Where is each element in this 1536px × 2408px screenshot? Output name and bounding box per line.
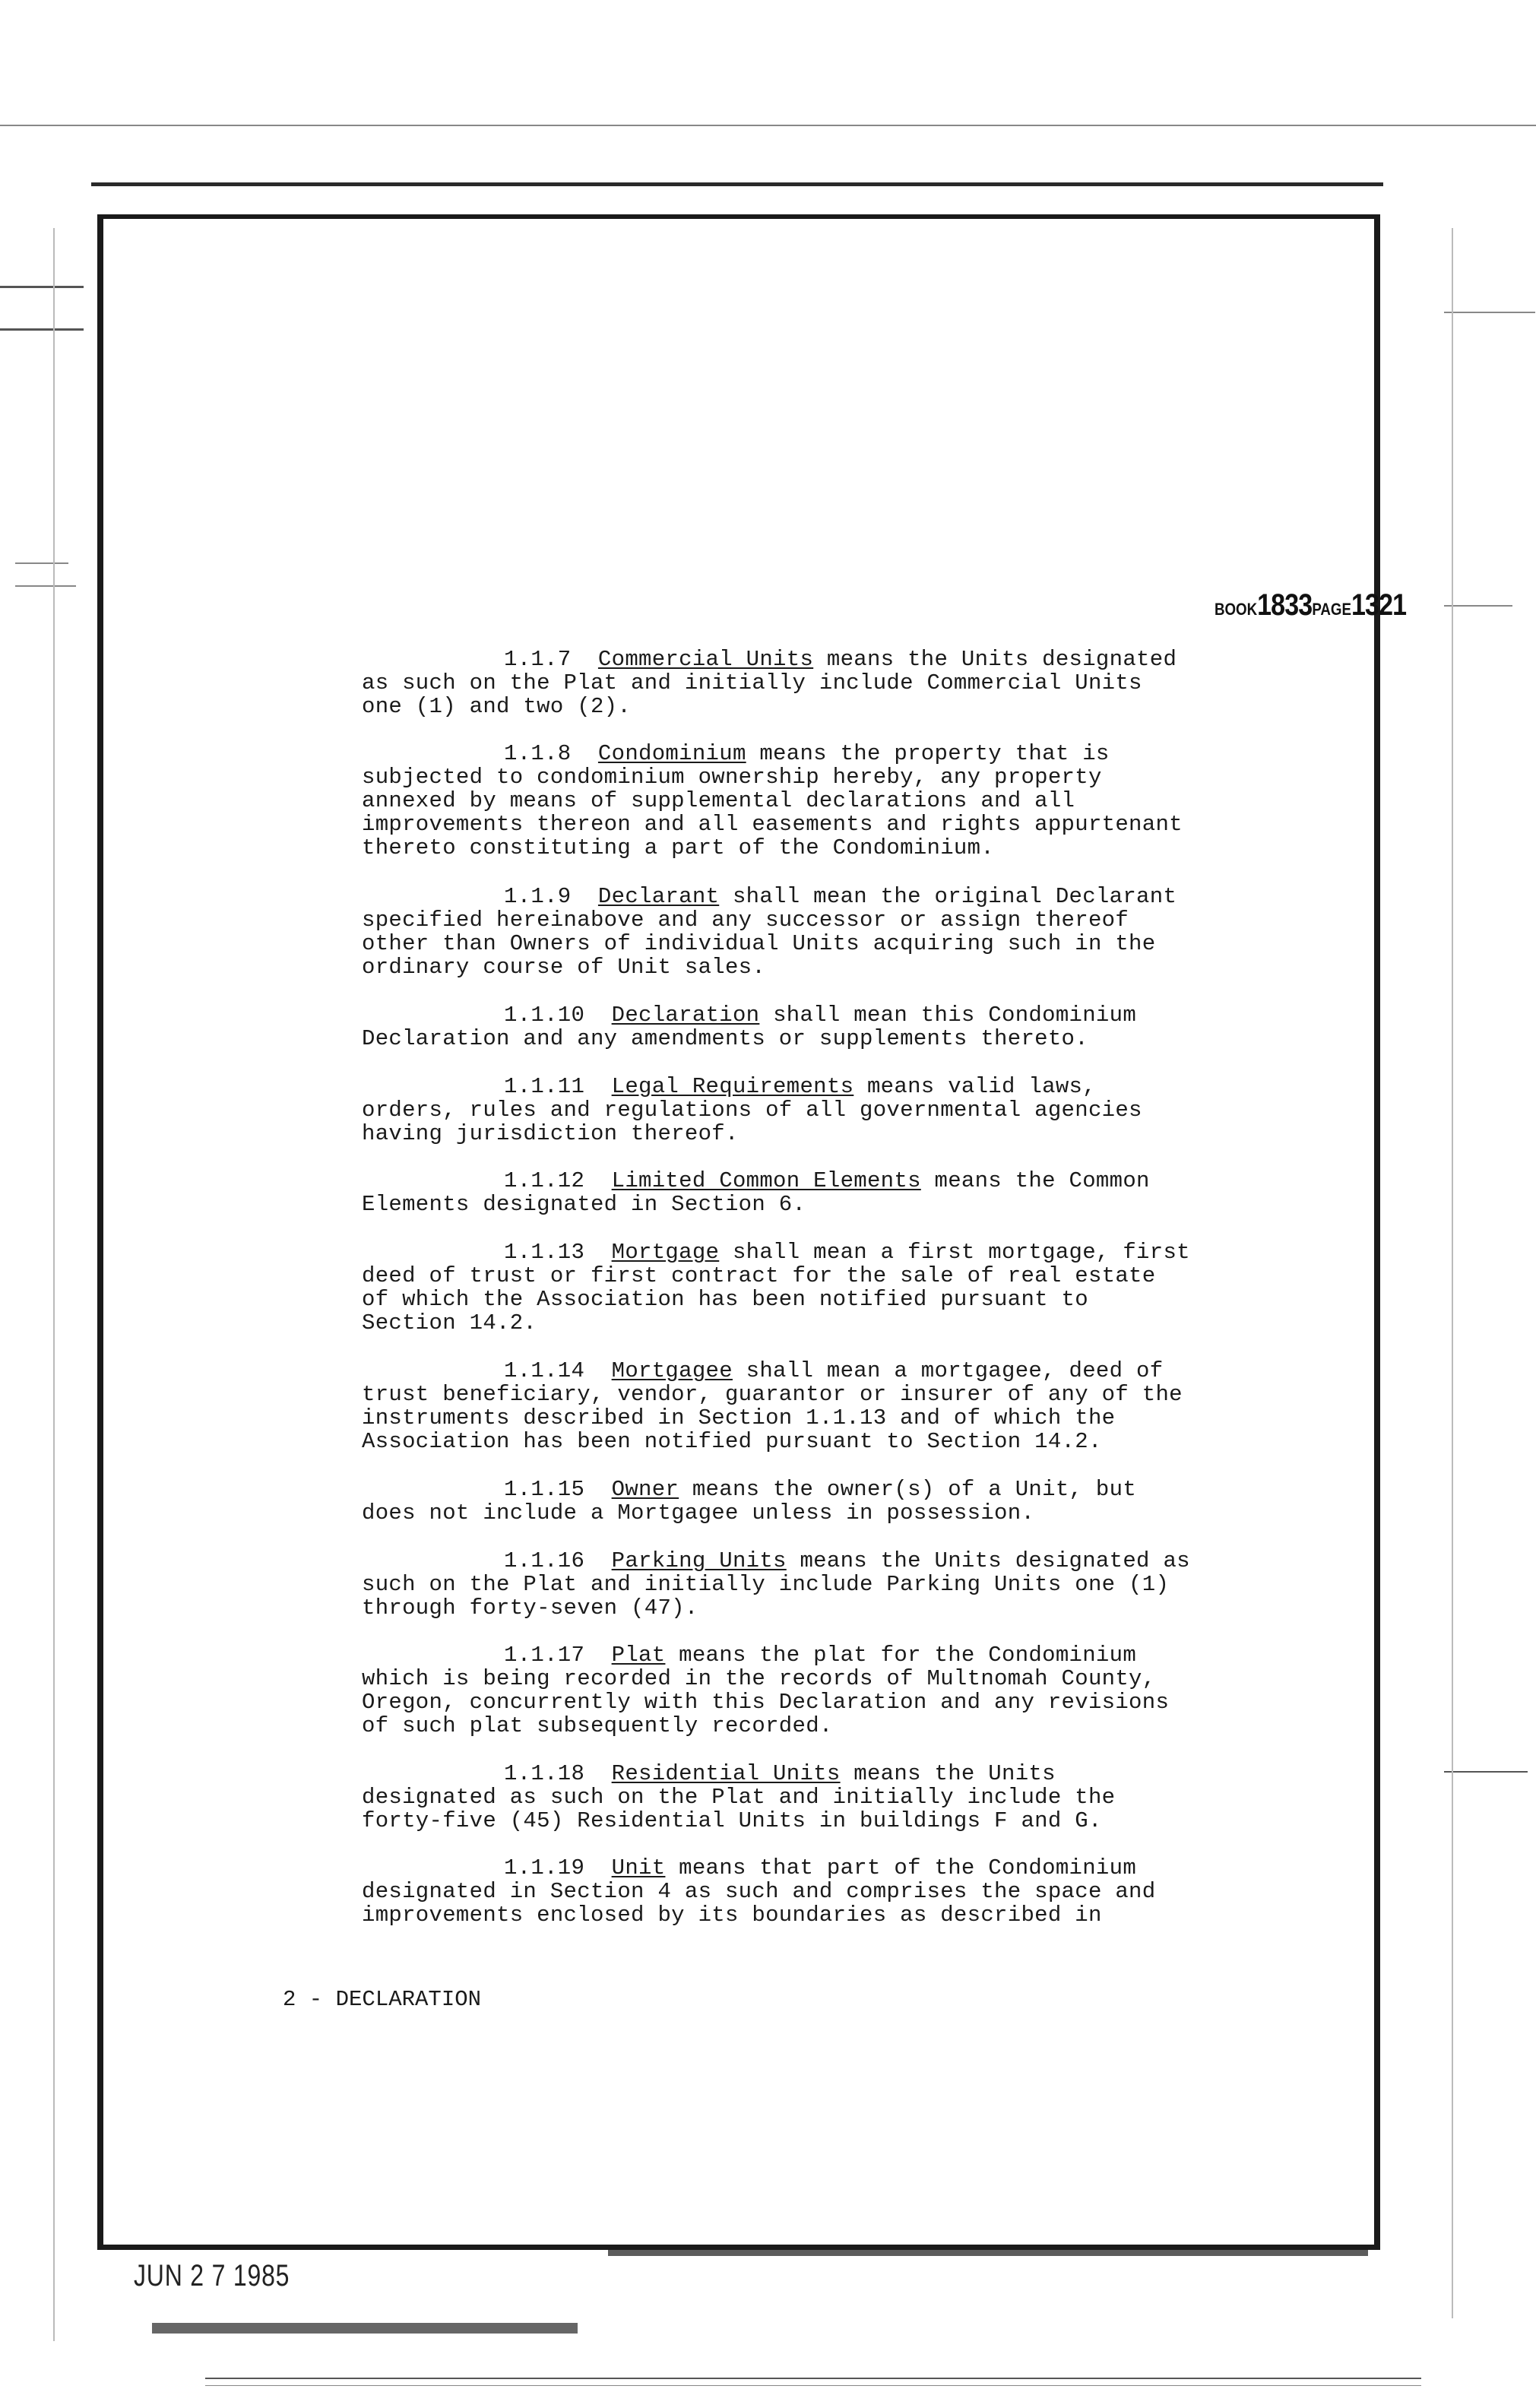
definition-paragraph: 1.1.17 Plat means the plat for the Condominium which is being recorded in the records of Multnomah County, Oregon, concurrently with this Declaration and any revisions of such plat subsequently recorded.	[362, 1643, 1170, 1738]
scan-left-mark	[15, 585, 76, 587]
scan-right-mark	[1444, 1771, 1528, 1773]
definition-number: 1.1.13	[504, 1240, 585, 1265]
definition-term: Condominium	[597, 741, 746, 766]
definition-term: Legal Requirements	[611, 1074, 854, 1099]
definition-term: Mortgage	[611, 1240, 720, 1265]
definition-number: 1.1.17	[504, 1643, 585, 1668]
page-number: 1321	[1351, 588, 1407, 622]
scan-header-rule	[91, 182, 1383, 186]
definition-number: 1.1.19	[504, 1855, 585, 1880]
definition-paragraph: 1.1.14 Mortgagee shall mean a mortgagee, deed of trust beneficiary, vendor, guarantor or insurer of any of the instruments described in Section 1.1.13 and of which the Association has been notified pursuant to Section 14.2.	[362, 1358, 1183, 1454]
definition-number: 1.1.15	[504, 1477, 585, 1502]
definition-number: 1.1.11	[504, 1074, 585, 1099]
definition-term: Declaration	[611, 1003, 760, 1028]
scan-left-mark	[0, 286, 84, 288]
book-label: BOOK	[1215, 600, 1258, 619]
book-number: 1833	[1257, 588, 1313, 622]
definition-number: 1.1.8	[504, 741, 572, 766]
scan-bottom-line	[205, 2385, 1421, 2386]
definition-term: Mortgagee	[611, 1358, 733, 1383]
scan-bottom-smudge	[608, 2250, 1368, 2256]
scan-left-vertical	[53, 228, 55, 2341]
definition-number: 1.1.12	[504, 1168, 585, 1193]
scan-bottom-smudge	[152, 2323, 578, 2334]
definition-paragraph: 1.1.12 Limited Common Elements means the Common Elements designated in Section 6.	[362, 1168, 1150, 1217]
scan-top-line	[0, 125, 1536, 126]
definition-term: Commercial Units	[597, 647, 814, 672]
definition-number: 1.1.14	[504, 1358, 585, 1383]
scan-right-mark	[1444, 312, 1535, 313]
definition-paragraph: 1.1.18 Residential Units means the Units designated as such on the Plat and initially include the forty-five (45) Residential Units in buildings F and G.	[362, 1761, 1116, 1833]
definition-paragraph: 1.1.9 Declarant shall mean the original Declarant specified hereinabove and any successor or assign thereof other than Owners of individual Units acquiring such in the ordinary course of Unit sales.	[362, 884, 1177, 980]
definition-paragraph: 1.1.7 Commercial Units means the Units designated as such on the Plat and initially include Commercial Units one (1) and two (2).	[362, 647, 1177, 719]
definition-paragraph: 1.1.10 Declaration shall mean this Condominium Declaration and any amendments or supplements thereto.	[362, 1003, 1137, 1051]
scan-left-mark	[0, 328, 84, 331]
definition-term: Owner	[611, 1477, 679, 1502]
definition-number: 1.1.7	[504, 647, 572, 672]
definition-term: Parking Units	[611, 1548, 787, 1573]
definition-term: Unit	[611, 1855, 666, 1880]
definition-number: 1.1.9	[504, 884, 572, 909]
definition-paragraph: 1.1.8 Condominium means the property that is subjected to condominium ownership hereby, any property annexed by means of supplemental declarations and all improvements thereon and all easements and rights appurtenant thereto constituting a part of the Condominium.	[362, 741, 1183, 860]
recording-date-stamp: JUN 2 7 1985	[134, 2259, 290, 2292]
page-footer-label: 2 - DECLARATION	[283, 1987, 482, 2012]
definition-paragraph: 1.1.19 Unit means that part of the Condominium designated in Section 4 as such and comprises the space and improvements enclosed by its boundaries as described in	[362, 1855, 1156, 1928]
scan-bottom-line	[205, 2378, 1421, 2379]
definition-term: Declarant	[597, 884, 720, 909]
definition-term: Residential Units	[611, 1761, 841, 1786]
scan-right-mark	[1444, 605, 1512, 607]
definition-term: Limited Common Elements	[611, 1168, 921, 1193]
definition-number: 1.1.18	[504, 1761, 585, 1786]
definition-paragraph: 1.1.11 Legal Requirements means valid laws, orders, rules and regulations of all governmental agencies having jurisdiction thereof.	[362, 1074, 1142, 1146]
definition-number: 1.1.10	[504, 1003, 585, 1028]
definition-paragraph: 1.1.16 Parking Units means the Units designated as such on the Plat and initially include Parking Units one (1) through forty-seven (47).	[362, 1548, 1190, 1621]
book-page-number	[1215, 588, 1406, 623]
page-border	[97, 214, 1380, 2250]
definition-term: Plat	[611, 1643, 666, 1668]
page-label: PAGE	[1312, 600, 1351, 619]
scan-right-vertical	[1452, 228, 1453, 2318]
scan-left-mark	[15, 562, 68, 564]
definition-paragraph: 1.1.13 Mortgage shall mean a first mortgage, first deed of trust or first contract for the sale of real estate of which the Association has been notified pursuant to Section 14.2.	[362, 1240, 1190, 1335]
definition-number: 1.1.16	[504, 1548, 585, 1573]
definition-paragraph: 1.1.15 Owner means the owner(s) of a Unit, but does not include a Mortgagee unless in possession.	[362, 1477, 1137, 1526]
